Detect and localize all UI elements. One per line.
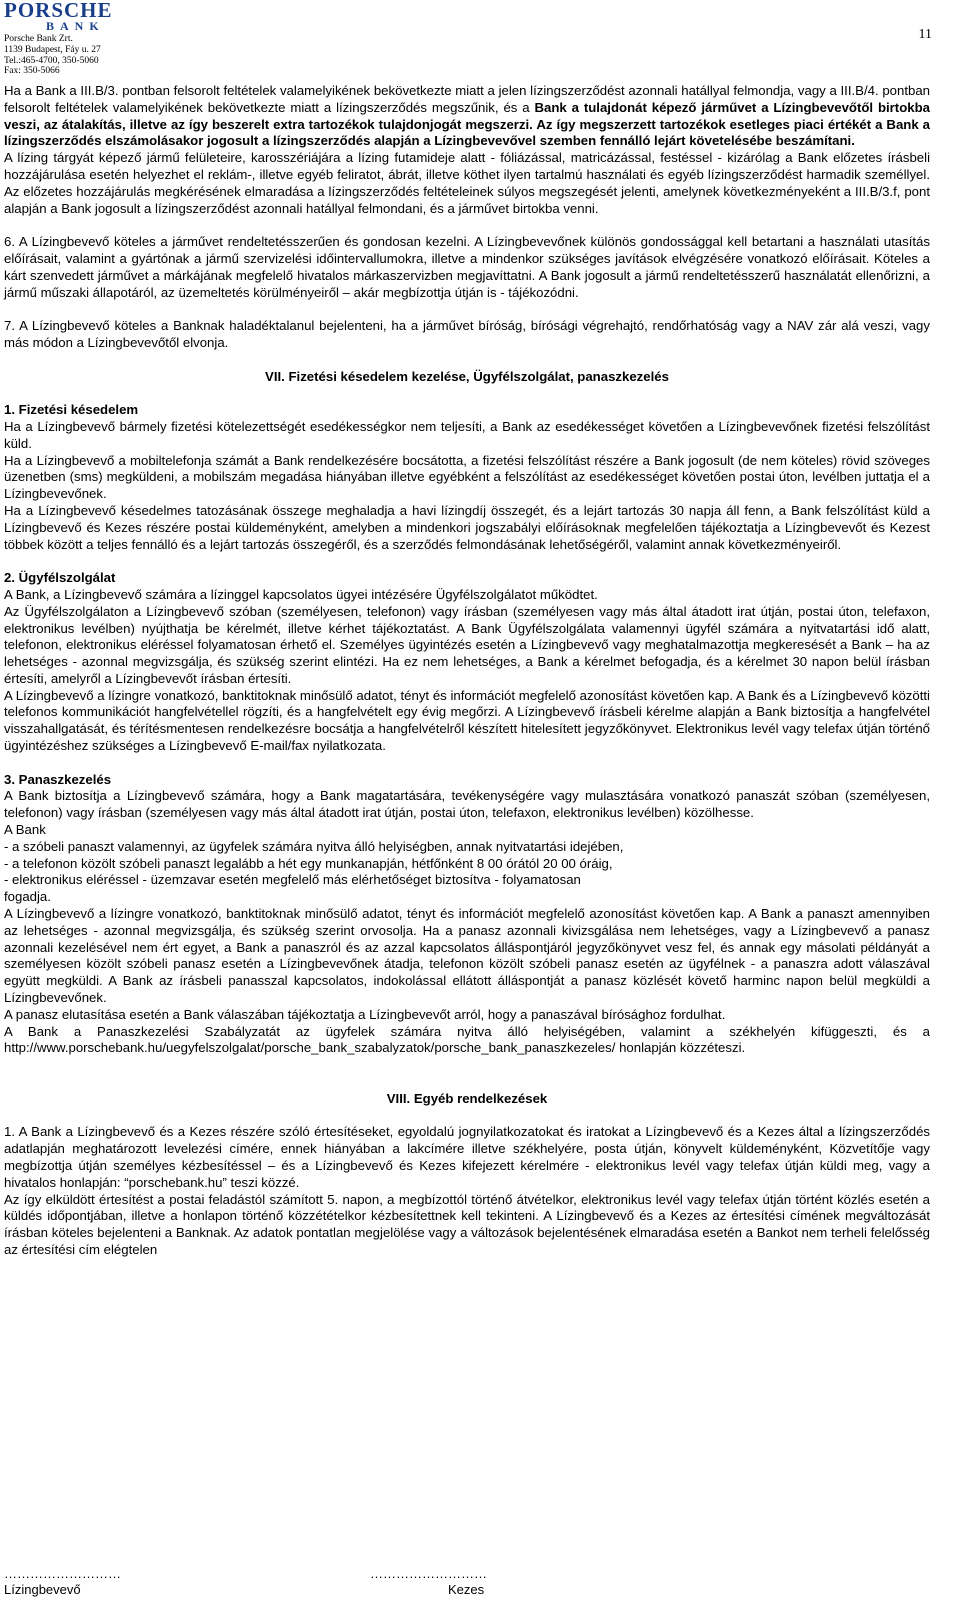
company-address (4, 34, 204, 77)
paragraph: 6. A Lízingbevevő köteles a járművet rendeltetésszerűen és gondosan kezelni. A Lízingbevevőnek különös gondossággal kell betartani a használati utasítás előírásait, valamint a gyártónak a jármű szervizelési időintervallumokra, illetve a mindenkor szükséges javítások elvégzésére vonatkozó előírásait. Köteles a kárt szenvedett járművet a márkájának megfelelő hivatalos márkaszervizben megjavíttatni. A Bank jogosult a jármű rendeltetésszerű használatát ellenőrizni, a jármű műszaki állapotáról, az üzemeltetés körülményeiről – akár megbízottja útján is - tájékozódni. (4, 234, 930, 300)
letterhead (4, 0, 204, 77)
subsection-heading: 1. Fizetési késedelem (4, 402, 139, 418)
paragraph: A panasz elutasítása esetén a Bank válaszában tájékoztatja a Lízingbevevőt arról, hogy a panaszával bírósághoz fordulhat. (4, 1006, 726, 1022)
paragraph (4, 83, 930, 150)
paragraph: 7. A Lízingbevevő köteles a Banknak haladéktalanul bejelenteni, ha a járművet bíróság, bírósági végrehajtó, rendőrhatóság vagy a NAV zár alá veszi, vagy más módon a Lízingbevevőtől elvonja. (4, 318, 930, 350)
signature-guarantor (370, 1566, 487, 1598)
address-line: Porsche Bank Zrt. (4, 34, 73, 44)
paragraph: A Bank, a Lízingbevevő számára a lízinggel kapcsolatos ügyei intézésére Ügyfélszolgálatot működtet. (4, 586, 598, 602)
paragraph: A Bank biztosítja a Lízingbevevő számára, hogy a Bank magatartására, tevékenységére vagy mulasztására vonatkozó panaszát szóban (személyesen, telefonon) vagy írásban (személyesen vagy más által átadott irat útján, postai úton, telefaxon, elektronikus levélben) közölhesse. (4, 788, 930, 821)
paragraph: A Bank a Panaszkezelési Szabályzatát az ügyfelek számára nyitva álló helyiségében, valamint a székhelyén kifüggeszti, és a http://www.porschebank.hu/uegyfelszolgalat/porsche_bank_szabalyzatok/porsche_bank_panaszkezeles/ honlapján közzéteszi. (4, 1023, 930, 1056)
paragraph: A Lízingbevevő a lízingre vonatkozó, banktitoknak minősülő adatot, tényt és információt megfelelő azonosítást követően kap. A Bank a panaszt amennyiben az lehetséges - azonnal megvizsgálja, és szükség szerint orvosolja. Ha a panasz azonnali kivizsgálása nem lehetséges, vagy a Lízingbevevő a panasz azonnali kezelésével nem ért egyet, a Bank a panaszról és az azzal kapcsolatos álláspontjáról jegyzőkönyvet vesz fel, és annak egy másolati példányát a személyesen közölt szóbeli panasz esetén a Lízingbevevőnek átadja, telefonon közölt szóbeli panasz esetén az ügyfélnek - a panaszra adott válaszával együtt megküldi. A Bank az írásbeli panasszal kapcsolatos, indokolással ellátott álláspontját a panasz közlését követő harminc napon belül megküldi a Lízingbevevőnek. (4, 906, 930, 1006)
paragraph: Az így elküldött értesítést a postai feladástól számított 5. napon, a megbízottól történő átvételkor, elektronikus levél vagy telefax útján történt közlés esetén a küldés időpontjában, illetve a honlapon történő közzétételkor kézbesítettnek kell tekinteni. A Lízingbevevő és a Kezes az értesítési címének megváltozását írásban köteles bejelenteni a Banknak. Az adatok pontatlan megjelölése vagy a változások bejelentésének elmaradása esetén a Bankot nem terheli felelősség az értesítési cím elégtelen (4, 1191, 930, 1257)
section-heading: VII. Fizetési késedelem kezelése, Ügyfélszolgálat, panaszkezelés (265, 368, 669, 384)
address-line: Tel.:465-4700, 350-5060 (4, 55, 99, 66)
document-body (4, 83, 930, 1259)
paragraph: fogadja. (4, 889, 51, 905)
paragraph: A Lízingbevevő a lízingre vonatkozó, banktitoknak minősülő adatot, tényt és információt megfelelő azonosítást követően kap. A Bank és a Lízingbevevő közötti telefonos kommunikációt hangfelvétellel rögzíti, és a hangfelvételt egy évig megőrzi. A Lízingbevevő írásbeli kérelme alapján a Bank biztosítja a hangfelvétel visszahallgatását, és térítésmentesen rendelkezésre bocsátja a hangfelvételről készített hitelesített jegyzőkönyvet. Elektronikus levél vagy telefax útján történő ügyintézéshez szükséges a Lízingbevevő E-mail/fax nyilatkozata. (4, 687, 930, 754)
section-heading: VIII. Egyéb rendelkezések (386, 1090, 548, 1106)
paragraph: 1. A Bank a Lízingbevevő és a Kezes részére szóló értesítéseket, egyoldalú jognyilatkozatokat és iratokat a Lízingbevevő és a Kezes által a lízingszerződés adatlapján meghatározott levelezési címére, ennek hiányában a lakcímére illetve székhelyére, posta útján, könyvelt küldeményként, Közvetítője vagy megbízottja útján személyes kézbesítéssel – és a Lízingbevevő és Kezes kifejezett kérelmére - elektronikus levél vagy telefax útján küldi meg, vagy a hivatalos honlapján: “porschebank.hu” teszi közzé. (4, 1124, 930, 1190)
subsection-heading: 2. Ügyfélszolgálat (4, 570, 116, 586)
signature-label: Lízingbevevő (4, 1582, 81, 1597)
paragraph: Az Ügyfélszolgálaton a Lízingbevevő szóban (személyesen, telefonon) vagy írásban (személyesen vagy más által átadott irat útján, postai úton, telefaxon, elektronikus levélben) nyújthatja be kérelmét, illetve kérhet tájékoztatást. A Bank Ügyfélszolgálata valamennyi ügyfél számára a nyitvatartási idő alatt, telefonon, elektronikus eléréssel folyamatosan érhető el. Személyes ügyintézés esetén a Lízingbevevő vagy meghatalmazottja megkeresését a Bank – ha az lehetséges - azonnal megvizsgálja, és szükség szerint elintézi. Ha ez nem lehetséges, a Bank a kérelmet befogadja, és a kérelmet 30 napon belül írásban értesíti, amelyről a Lízingbevevőt írásban értesíti. (4, 603, 930, 686)
page-number: 11 (918, 27, 932, 42)
address-line: Fax: 350-5066 (4, 66, 60, 77)
signature-label: Kezes (448, 1582, 485, 1597)
signature-line: ……………………… (4, 1566, 121, 1581)
subsection-heading: 3. Panaszkezelés (4, 771, 112, 787)
signature-lessee (4, 1566, 121, 1598)
list-item: - elektronikus eléréssel - üzemzavar esetén megfelelő más elérhetőséget biztosítva - folyamatosan (4, 872, 581, 888)
porsche-bank-logo (4, 0, 204, 32)
list-item: - a szóbeli panaszt valamennyi, az ügyfelek számára nyitva álló helyiségben, annak nyitvatartási idejében, (4, 838, 624, 854)
bold-text: Bank a tulajdonát képező járművet a Lízingbevevőtől birtokba veszi, az átalakítás, illetve az így beszerelt extra tartozékok tulajdonjogát megszerzi. Az így megszerzett tartozékok esetleges piaci értékét a Bank a lízingszerződés elszámolásakor jogosult a lízingszerződés alapján a Lízingbevevővel szemben fennálló lejárt követelésébe beszámítani. (4, 99, 930, 149)
logo-wordmark: PORSCHE (4, 0, 113, 22)
logo-subtitle: BANK (46, 19, 105, 33)
list-item: - a telefonon közölt szóbeli panaszt legalább a hét egy munkanapján, hétfőnként 8 00 órától 20 00 óráig, (4, 855, 613, 871)
paragraph: A lízing tárgyát képező jármű felületeire, karosszériájára a lízing futamideje alatt - fóliázással, matricázással, festéssel - kizárólag a Bank előzetes írásbeli hozzájárulása esetén helyezhet el reklám-, illetve egyéb feliratot, ábrát, illetve köthet ilyen tartalmú használati és egyéb lízingszerződést harmadik személlyel. Az előzetes hozzájárulás megkérésének elmaradása a lízingszerződés feltételeinek súlyos megszegését jelenti, amelynek következményeként a III.B/3.f, pont alapján a Bank jogosult a lízingszerződést azonnali hatállyal felmondani, és a járművet birtokba venni. (4, 150, 930, 216)
signature-line: ……………………… (370, 1566, 487, 1581)
paragraph: Ha a Lízingbevevő bármely fizetési kötelezettségét esedékességkor nem teljesíti, a Bank az esedékességet követően a Lízingbevevőnek fizetési felszólítást küld. (4, 418, 930, 451)
paragraph: Ha a Lízingbevevő a mobiltelefonja számát a Bank rendelkezésére bocsátotta, a fizetési felszólítást részére a Bank jogosult (de nem köteles) rövid szöveges üzenetben (sms) megküldeni, a mobilszám megadása hiányában illetve egyébként a felszólítást az esedékességet követően postai úton, levélben juttatja el a Lízingbevevőnek. (4, 452, 930, 502)
paragraph-text: Ha a Bank a III.B/3. pontban felsorolt feltételek valamelyikének bekövetkezte miatt a jelen lízingszerződést azonnali hatállyal felmondja, vagy a III.B/4. pontban felsorolt feltételek valamelyikének bekövetkezte miatt a lízingszerződés megszűnik, és a (4, 83, 930, 115)
paragraph: A Bank (4, 822, 46, 838)
paragraph: Ha a Lízingbevevő késedelmes tatozásának összege meghaladja a havi lízingdíj összegét, és a lejárt tartozás 30 napja áll fenn, a Bank felszólítást küld a Lízingbevevő és Kezes részére postai küldeményként, amelyben a mindenkori jogszabályi előírásoknak megfelelően tájékoztatja a Lízingbevevőt és Kezest többek között a teljes fennálló és a lejárt tartozás összegéről, és a szerződés felmondásának lehetőségéről, valamint annak következményeiről. (4, 502, 930, 552)
address-line: 1139 Budapest, Fáy u. 27 (4, 44, 101, 55)
